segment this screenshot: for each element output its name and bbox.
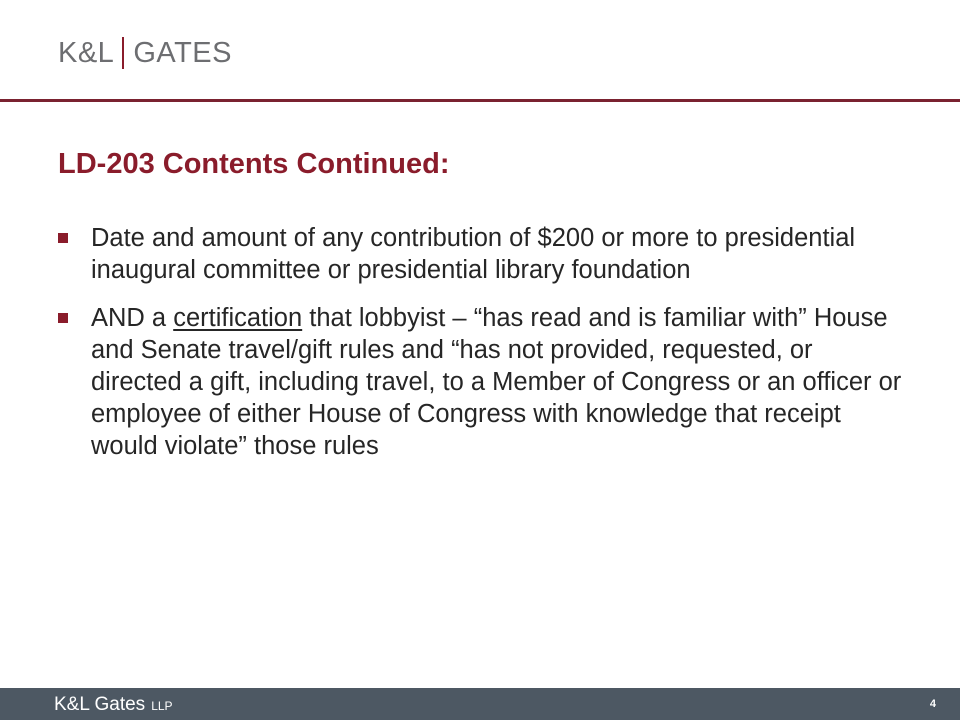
page-number: 4 (929, 698, 936, 710)
bullet-text (91, 302, 908, 462)
certification-underlined-text: certification (173, 304, 303, 332)
footer-llp-text: LLP (151, 699, 173, 713)
footer-brand-text: K&L Gates (54, 694, 146, 715)
bullet-text: Date and amount of any contribution of $200 or more to presidential inaugural committee or presidential library foundation (91, 224, 856, 284)
footer-logo (54, 694, 173, 716)
logo-separator (122, 37, 124, 69)
footer-bar (0, 688, 960, 720)
header-rule (0, 99, 960, 102)
bullet-list (58, 222, 908, 478)
bullet-item (58, 302, 908, 462)
bullet-item (58, 222, 908, 286)
square-bullet-icon (58, 233, 68, 243)
logo-right-text: GATES (133, 36, 232, 69)
kl-gates-logo (58, 36, 232, 70)
logo-left-text: K&L (58, 36, 115, 69)
square-bullet-icon (58, 313, 68, 323)
slide-title: LD-203 Contents Continued: (58, 148, 450, 180)
bullet-text-before: AND a (91, 304, 174, 332)
bullet-text-after: that lobbyist – “has read and is familiar with” House and Senate travel/gift rules and “has not provided, requested, or directed a gift, including travel, to a Member of Congress or an officer or employee of either House of Congress with knowledge that receipt would violate” those rules (91, 304, 902, 460)
